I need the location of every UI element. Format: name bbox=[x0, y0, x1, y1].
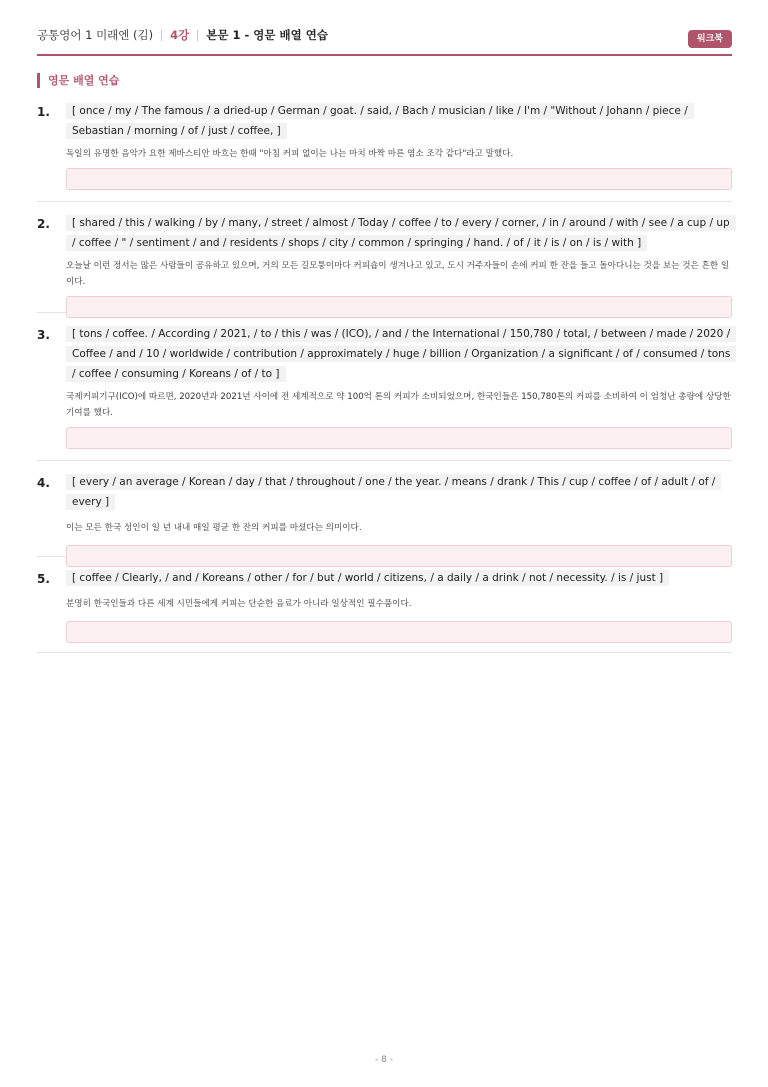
korean-translation: 국제커피기구(ICO)에 따르면, 2020년과 2021년 사이에 전 세계적으로 약 100억 톤의 커피가 소비되었으며, 한국인들은 150,780톤의 커피를 소비하여 이 엄청난 총량에 상당한 기여를 했다. bbox=[66, 392, 731, 418]
korean-translation: 분명히 한국인들과 다른 세계 시민들에게 커피는 단순한 음료가 아니라 일상적인 필수품이다. bbox=[66, 599, 412, 609]
korean-translation: 독일의 유명한 음악가 요한 제바스티안 바흐는 한때 "아침 커피 없이는 나는 마치 바짝 마른 염소 조각 같다"라고 말했다. bbox=[66, 149, 514, 159]
section-label: 본문 1 - 영문 배열 연습 bbox=[206, 28, 328, 42]
word-scramble-text: [ shared / this / walking / by / many, / street / almost / Today / coffee / to / every / corner, / in / around / with / see / a cup / up / coffee / " / sentiment / and / residents / shops / city / common / springing / hand. / of / it / is / on / is / with ] bbox=[66, 215, 736, 251]
exercise-item bbox=[37, 557, 732, 653]
exercise-item bbox=[37, 313, 732, 461]
exercise-item bbox=[37, 97, 732, 202]
lesson-label: 4강 bbox=[170, 28, 190, 42]
korean-translation: 이는 모든 한국 성인이 일 년 내내 매일 평균 한 잔의 커피를 마셨다는 의미이다. bbox=[66, 523, 362, 533]
exercise-item bbox=[37, 202, 732, 313]
header-breadcrumb bbox=[37, 28, 328, 42]
word-scramble bbox=[66, 213, 732, 253]
worksheet-page bbox=[37, 0, 732, 653]
korean-translation: 오늘날 이런 정서는 많은 사람들이 공유하고 있으며, 거의 모든 길모퉁이마다 커피숍이 생겨나고 있고, 도시 거주자들이 손에 커피 한 잔을 들고 돌아다니는 것을 보는 것은 흔한 일이다. bbox=[66, 261, 730, 287]
word-scramble-text: [ tons / coffee. / According / 2021, / to / this / was / (ICO), / and / the International / 150,780 / total, / between / made / 2020 / Coffee / and / 10 / worldwide / contribution / approximately / huge / billion / Organization / a significant / of / consumed / tons / coffee / consuming / Koreans / of / to ] bbox=[66, 326, 736, 382]
item-number: 5. bbox=[37, 572, 50, 586]
workbook-badge: 워크북 bbox=[688, 30, 732, 48]
item-number: 3. bbox=[37, 328, 50, 342]
word-scramble bbox=[66, 101, 732, 141]
exercise-item bbox=[37, 461, 732, 557]
answer-input[interactable] bbox=[66, 427, 732, 449]
item-number: 2. bbox=[37, 217, 50, 231]
word-scramble-text: [ every / an average / Korean / day / that / throughout / one / the year. / means / drank / This / cup / coffee / of / adult / of / every ] bbox=[66, 474, 721, 510]
course-title: 공통영어 1 미래엔 (김) bbox=[37, 28, 154, 42]
word-scramble-text: [ once / my / The famous / a dried-up / German / goat. / said, / Bach / musician / like / I'm / "Without / Johann / piece / Sebastian / morning / of / just / coffee, ] bbox=[66, 103, 694, 139]
page-header bbox=[37, 0, 732, 56]
page-number: - 8 - bbox=[375, 1055, 393, 1065]
item-number: 4. bbox=[37, 476, 50, 490]
word-scramble bbox=[66, 324, 732, 384]
item-number: 1. bbox=[37, 105, 50, 119]
header-divider bbox=[197, 30, 198, 41]
answer-input[interactable] bbox=[66, 621, 732, 643]
word-scramble-text: [ coffee / Clearly, / and / Koreans / other / for / but / world / citizens, / a daily / a drink / not / necessity. / is / just ] bbox=[66, 570, 669, 586]
section-title: 영문 배열 연습 bbox=[37, 73, 732, 88]
answer-input[interactable] bbox=[66, 168, 732, 190]
header-divider bbox=[161, 30, 162, 41]
word-scramble bbox=[66, 472, 732, 512]
word-scramble bbox=[66, 568, 732, 588]
